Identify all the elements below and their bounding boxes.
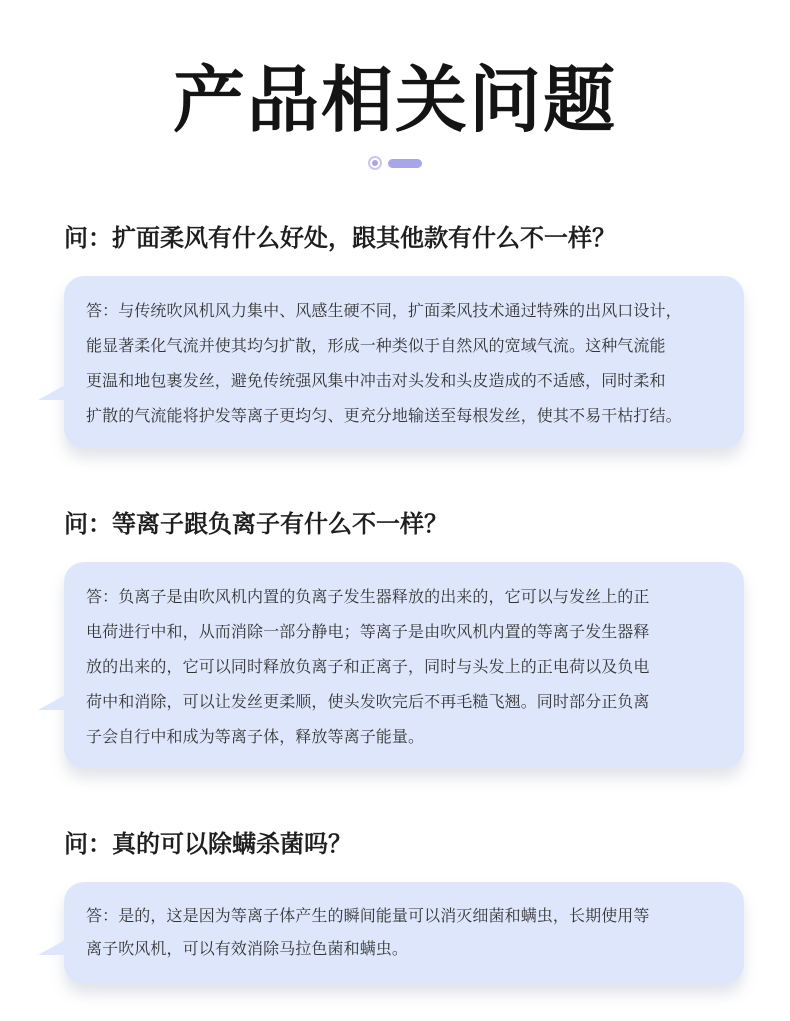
question-text: 问：扩面柔风有什么好处，跟其他款有什么不一样？ — [64, 224, 616, 252]
answer-line: 扩散的气流能将护发等离子更均匀、更充分地输送至每根发丝，使其不易干枯打结。 — [86, 406, 682, 425]
answer-line: 电荷进行中和，从而消除一部分静电；等离子是由吹风机内置的等离子发生器释 — [86, 622, 650, 641]
answer-text — [86, 579, 724, 754]
answer-line: 能显著柔化气流并使其均匀扩散，形成一种类似于自然风的宽域气流。这种气流能 — [86, 336, 666, 355]
question-text: 问：真的可以除螨杀菌吗？ — [64, 830, 352, 858]
answer-line: 荷中和消除，可以让发丝更柔顺，使头发吹完后不再毛糙飞翘。同时部分正负离 — [86, 692, 650, 711]
answer-line: 答：是的，这是因为等离子体产生的瞬间能量可以消灭细菌和螨虫，长期使用等 — [86, 906, 650, 925]
answer-line: 放的出来的，它可以同时释放负离子和正离子，同时与头发上的正电荷以及负电 — [86, 657, 650, 676]
answer-bubble — [64, 882, 744, 984]
question-text: 问：等离子跟负离子有什么不一样？ — [64, 510, 448, 538]
answer-line: 更温和地包裹发丝，避免传统强风集中冲击对头发和头皮造成的不适感，同时柔和 — [86, 371, 666, 390]
divider-dot-icon — [368, 156, 382, 170]
answer-text — [86, 899, 724, 965]
answer-line: 离子吹风机，可以有效消除马拉色菌和螨虫。 — [86, 939, 409, 958]
divider-pill — [388, 159, 422, 168]
answer-bubble — [64, 562, 744, 768]
bubble-tail — [38, 935, 74, 955]
bubble-tail — [38, 380, 74, 400]
answer-line: 子会自行中和成为等离子体，释放等离子能量。 — [86, 727, 425, 746]
title-divider — [368, 156, 428, 170]
page-title: 产品相关问题 — [172, 58, 617, 142]
answer-text — [86, 293, 724, 433]
bubble-tail — [38, 690, 74, 710]
answer-line: 答：负离子是由吹风机内置的负离子发生器释放的出来的，它可以与发丝上的正 — [86, 587, 650, 606]
answer-bubble — [64, 276, 744, 448]
answer-line: 答：与传统吹风机风力集中、风感生硬不同，扩面柔风技术通过特殊的出风口设计， — [86, 301, 682, 320]
